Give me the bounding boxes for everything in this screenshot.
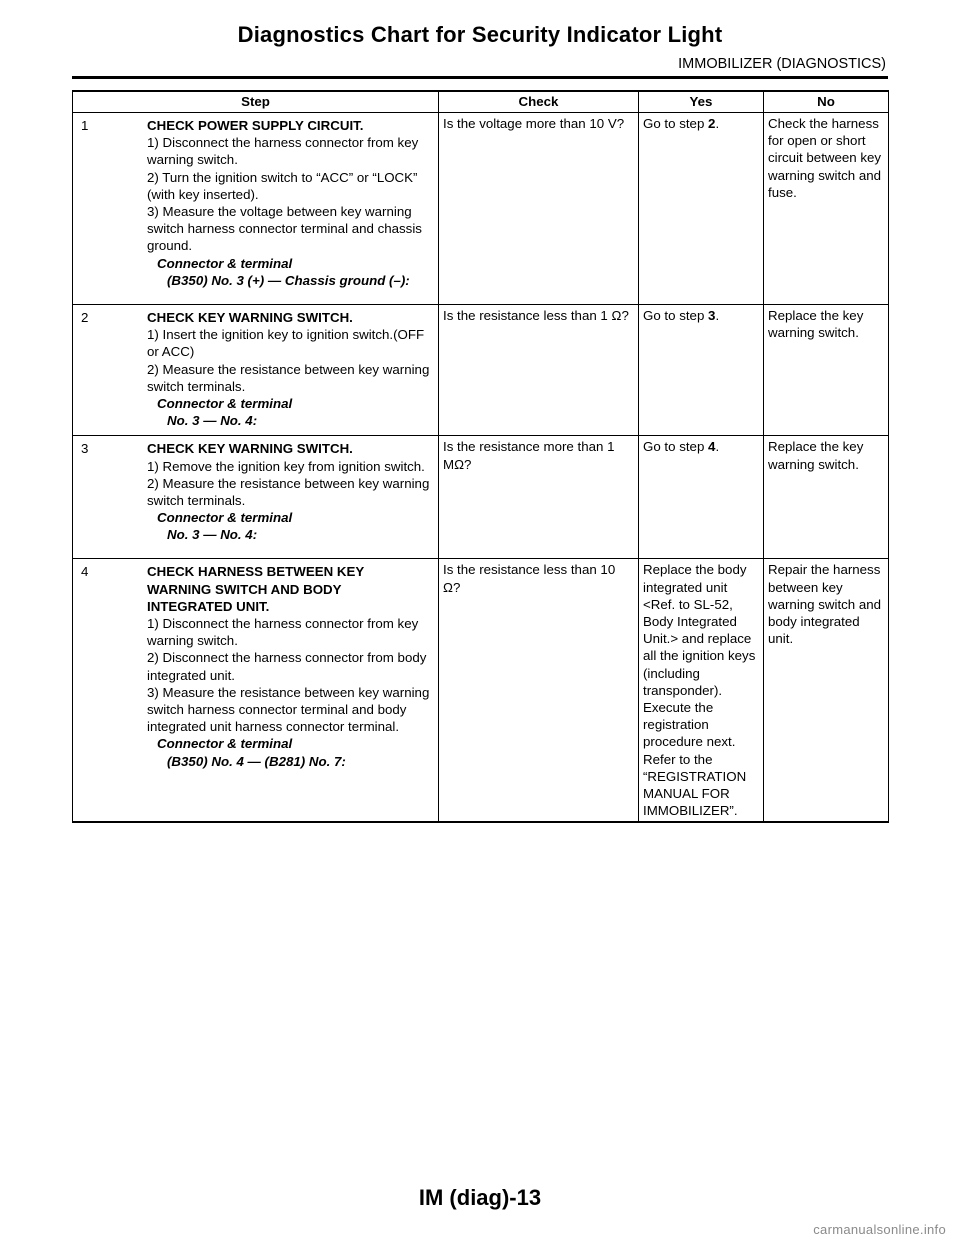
no-cell: Replace the key warning switch. (764, 305, 889, 436)
check-cell: Is the resistance less than 10 Ω? (439, 559, 639, 823)
page-title: Diagnostics Chart for Security Indicator Light (237, 22, 723, 47)
connector-value: (B350) No. 3 (+) — Chassis ground (–): (167, 272, 410, 288)
step-cell (73, 113, 439, 305)
no-cell: Replace the key warning switch. (764, 436, 889, 559)
yes-cell (639, 305, 764, 436)
watermark: carmanualsonline.info (813, 1222, 946, 1237)
yes-step-ref: 4 (708, 439, 716, 455)
yes-text: Go to step (643, 116, 709, 131)
step-heading: CHECK POWER SUPPLY CIRCUIT. (147, 118, 364, 133)
step-heading: CHECK KEY WARNING SWITCH. (147, 441, 353, 457)
connector-label: Connector & terminal (157, 510, 293, 526)
step-instruction: 2) Measure the resistance between key warning switch terminals. (147, 475, 430, 509)
yes-cell (639, 113, 764, 305)
connector-label: Connector & terminal (157, 396, 293, 412)
no-cell: Check the harness for open or short circuit between key warning switch and fuse. (764, 113, 889, 305)
step-cell (73, 436, 439, 559)
header-rule (72, 76, 888, 79)
column-header-step: Step (73, 91, 439, 113)
yes-suffix: . (715, 308, 720, 323)
yes-cell (639, 559, 764, 823)
step-number: 1 (81, 118, 89, 133)
check-cell: Is the resistance less than 1 Ω? (439, 305, 639, 436)
yes-step-ref: 3 (708, 308, 716, 323)
diagnostics-table (72, 90, 889, 823)
step-instruction: 1) Disconnect the harness connector from key warning switch. (147, 135, 419, 168)
check-cell: Is the voltage more than 10 V? (439, 113, 639, 305)
step-instruction: 2) Turn the ignition switch to “ACC” or “LOCK” (with key inserted). (147, 169, 418, 202)
step-instruction: 3) Measure the resistance between key warning switch harness connector terminal and body integrated unit harness connector terminal. (147, 684, 430, 735)
section-title: IMMOBILIZER (DIAGNOSTICS) (678, 56, 886, 72)
column-header-yes: Yes (639, 91, 764, 113)
step-instruction: 1) Disconnect the harness connector from key warning switch. (147, 616, 419, 649)
connector-value: (B350) No. 4 — (B281) No. 7: (167, 753, 346, 769)
step-instruction: 1) Insert the ignition key to ignition switch.(OFF or ACC) (147, 327, 425, 360)
table-header-row (73, 91, 889, 113)
yes-suffix: . (715, 116, 720, 131)
step-instruction: 2) Disconnect the harness connector from body integrated unit. (147, 650, 427, 683)
check-cell: Is the resistance more than 1 MΩ? (439, 436, 639, 559)
yes-step-ref: 2 (708, 116, 716, 131)
step-number: 2 (81, 310, 89, 325)
no-cell: Repair the harness between key warning switch and body integrated unit. (764, 559, 889, 823)
connector-label: Connector & terminal (157, 255, 293, 271)
step-cell (73, 559, 439, 823)
step-instruction: 3) Measure the voltage between key warning switch harness connector terminal and chassis ground. (147, 204, 422, 254)
table-row (73, 305, 889, 436)
connector-value: No. 3 — No. 4: (167, 527, 258, 543)
connector-label: Connector & terminal (157, 736, 293, 752)
step-heading: CHECK HARNESS BETWEEN KEY WARNING SWITCH AND BODY INTEGRATED UNIT. (147, 564, 364, 614)
yes-cell (639, 436, 764, 559)
column-header-check: Check (439, 91, 639, 113)
column-header-no: No (764, 91, 889, 113)
step-number: 4 (81, 564, 89, 580)
step-instruction: 2) Measure the resistance between key warning switch terminals. (147, 361, 430, 394)
yes-text: Replace the body integrated unit <Ref. to SL-52, Body Integrated Unit.> and replace all the ignition keys (including transponder). Execute the registration procedure next. Refer to the “REGISTRATION MANUAL FOR IMMOBILIZER”. (643, 562, 756, 819)
page-number: IM (diag)-13 (418, 1185, 542, 1210)
step-heading: CHECK KEY WARNING SWITCH. (147, 310, 353, 325)
yes-text: Go to step (643, 308, 709, 323)
yes-suffix: . (715, 439, 720, 455)
connector-value: No. 3 — No. 4: (167, 413, 258, 429)
step-cell (73, 305, 439, 436)
table-row (73, 559, 889, 823)
yes-text: Go to step (643, 439, 709, 455)
table-row (73, 436, 889, 559)
step-instruction: 1) Remove the ignition key from ignition switch. (147, 458, 425, 474)
step-number: 3 (81, 441, 89, 457)
table-row (73, 113, 889, 305)
